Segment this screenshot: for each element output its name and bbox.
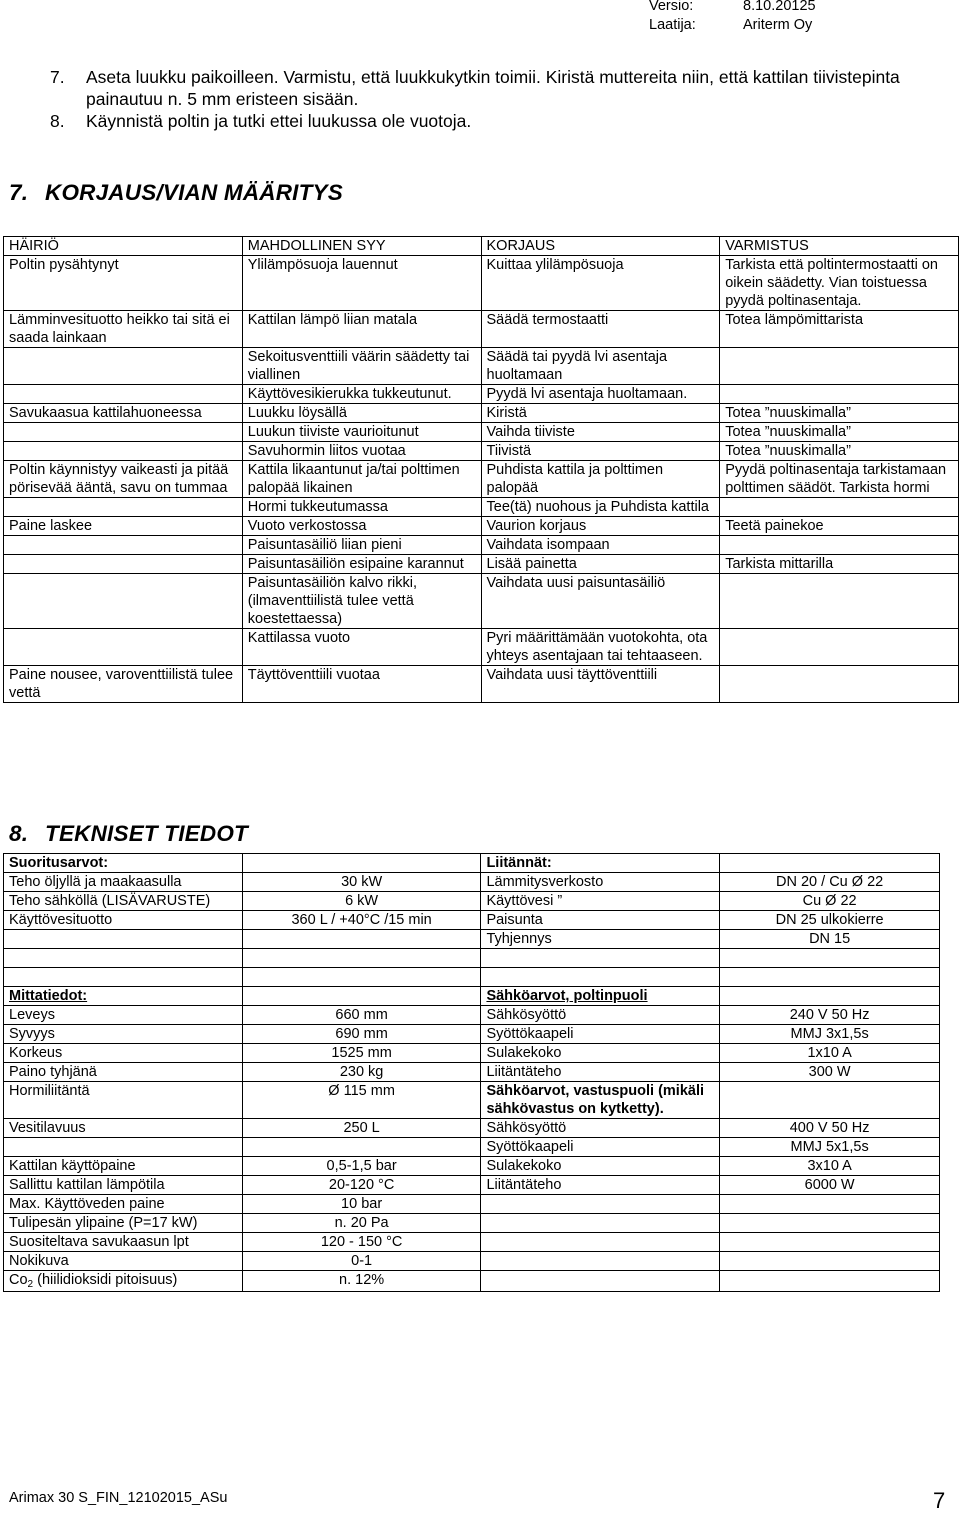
water-volume-value: 250 L xyxy=(242,1119,481,1138)
section-title: TEKNISET TIEDOT xyxy=(45,821,249,846)
table-cell: Vaihdata isompaan xyxy=(481,536,720,555)
table-cell: Kattilan lämpö liian matala xyxy=(242,311,481,348)
electrical-burner-heading: Sähköarvot, poltinpuoli xyxy=(481,987,720,1006)
table-cell xyxy=(242,930,481,949)
table-cell xyxy=(720,968,940,987)
table-cell: Cu Ø 22 xyxy=(720,892,940,911)
table-cell xyxy=(720,666,959,703)
table-cell xyxy=(4,423,243,442)
table-cell xyxy=(720,629,959,666)
table-cell xyxy=(4,536,243,555)
table-cell: Lisää painetta xyxy=(481,555,720,574)
table-cell: MMJ 5x1,5s xyxy=(720,1138,940,1157)
table-cell: Totea ”nuuskimalla” xyxy=(720,404,959,423)
table-row xyxy=(4,1025,940,1044)
table-cell: Paisuntasäiliö liian pieni xyxy=(242,536,481,555)
table-row xyxy=(4,1214,940,1233)
table-row xyxy=(4,873,940,892)
table-row xyxy=(4,968,940,987)
table-cell: Sähkösyöttö xyxy=(481,1006,720,1025)
table-cell xyxy=(720,1214,940,1233)
page-number: 7 xyxy=(933,1488,946,1513)
table-cell xyxy=(481,1214,720,1233)
instruction-steps xyxy=(50,66,930,132)
table-row xyxy=(4,1157,940,1176)
table-cell: Savukaasua kattilahuoneessa xyxy=(4,404,243,423)
table-cell: 3x10 A xyxy=(720,1157,940,1176)
table-cell xyxy=(242,854,481,873)
table-cell: Vaihda tiiviste xyxy=(481,423,720,442)
table-cell: Totea lämpömittarista xyxy=(720,311,959,348)
table-cell: Ylilämpösuoja lauennut xyxy=(242,256,481,311)
table-row xyxy=(4,237,959,256)
table-cell: MAHDOLLINEN SYY xyxy=(242,237,481,256)
table-row xyxy=(4,666,959,703)
table-cell: Lämminvesituotto heikko tai sitä ei saada lainkaan xyxy=(4,311,243,348)
table-cell: Paisunta xyxy=(481,911,720,930)
table-row xyxy=(4,987,940,1006)
flue-label: Hormiliitäntä xyxy=(4,1082,243,1119)
section-heading-troubleshooting xyxy=(9,180,343,206)
connections-heading: Liitännät: xyxy=(481,854,720,873)
table-cell: 6000 W xyxy=(720,1176,940,1195)
table-cell: Max. Käyttöveden paine xyxy=(4,1195,243,1214)
section-number: 8. xyxy=(9,821,29,846)
table-row xyxy=(4,1195,940,1214)
resistor-supply-value: 400 V 50 Hz xyxy=(720,1119,940,1138)
table-cell xyxy=(481,968,720,987)
table-row xyxy=(4,629,959,666)
table-cell: Korkeus xyxy=(4,1044,243,1063)
table-cell xyxy=(720,949,940,968)
table-row xyxy=(4,348,959,385)
table-cell: Tulipesän ylipaine (P=17 kW) xyxy=(4,1214,243,1233)
table-cell: Kuittaa ylilämpösuoja xyxy=(481,256,720,311)
table-cell: Suositeltava savukaasun lpt xyxy=(4,1233,243,1252)
table-cell xyxy=(4,442,243,461)
co2-value: n. 12% xyxy=(242,1271,481,1292)
table-row xyxy=(4,385,959,404)
table-cell: Paine laskee xyxy=(4,517,243,536)
table-cell xyxy=(720,854,940,873)
table-cell xyxy=(242,968,481,987)
step-item xyxy=(50,110,930,132)
table-cell xyxy=(720,1233,940,1252)
table-cell: Sulakekoko xyxy=(481,1044,720,1063)
table-row xyxy=(4,517,959,536)
table-cell: Käyttövesituotto xyxy=(4,911,243,930)
table-cell xyxy=(720,1271,940,1292)
table-row xyxy=(4,1006,940,1025)
table-cell xyxy=(720,1082,940,1119)
table-row xyxy=(4,949,940,968)
table-cell xyxy=(720,348,959,385)
step-item xyxy=(50,66,930,110)
table-cell: Nokikuva xyxy=(4,1252,243,1271)
table-cell: 30 kW xyxy=(242,873,481,892)
electrical-resistor-heading: Sähköarvot, vastuspuoli (mikäli sähkövastus on kytketty). xyxy=(481,1082,720,1119)
resistor-supply-label: Sähkösyöttö xyxy=(481,1119,720,1138)
table-cell: Sekoitusventtiili väärin säädetty tai viallinen xyxy=(242,348,481,385)
table-cell: 0,5-1,5 bar xyxy=(242,1157,481,1176)
table-cell xyxy=(720,385,959,404)
table-cell xyxy=(481,949,720,968)
table-cell: Tee(tä) nuohous ja Puhdista kattila xyxy=(481,498,720,517)
table-cell xyxy=(4,574,243,629)
troubleshooting-table xyxy=(3,236,959,703)
author-value: Ariterm Oy xyxy=(743,17,813,33)
table-cell: Liitäntäteho xyxy=(481,1176,720,1195)
table-cell: Luukun tiiviste vaurioitunut xyxy=(242,423,481,442)
step-number: 8. xyxy=(50,111,65,131)
table-cell: Syöttökaapeli xyxy=(481,1025,720,1044)
table-row xyxy=(4,1082,940,1119)
table-cell: n. 20 Pa xyxy=(242,1214,481,1233)
table-cell xyxy=(720,498,959,517)
table-cell xyxy=(481,1271,720,1292)
co2-subscript: 2 xyxy=(27,1279,34,1290)
table-cell: 660 mm xyxy=(242,1006,481,1025)
table-cell xyxy=(242,1138,481,1157)
table-row xyxy=(4,1176,940,1195)
footer-document-id: Arimax 30 S_FIN_12102015_ASu xyxy=(9,1490,228,1506)
table-cell: Totea ”nuuskimalla” xyxy=(720,442,959,461)
table-cell xyxy=(4,555,243,574)
table-cell: 1x10 A xyxy=(720,1044,940,1063)
table-cell: Luukku löysällä xyxy=(242,404,481,423)
table-cell: 230 kg xyxy=(242,1063,481,1082)
table-cell xyxy=(4,385,243,404)
table-cell xyxy=(4,949,243,968)
table-row xyxy=(4,574,959,629)
table-row xyxy=(4,1119,940,1138)
co2-label xyxy=(4,1271,243,1292)
table-row xyxy=(4,404,959,423)
table-cell: Vaurion korjaus xyxy=(481,517,720,536)
table-cell xyxy=(481,1195,720,1214)
table-cell: Kiristä xyxy=(481,404,720,423)
table-cell: Tarkista mittarilla xyxy=(720,555,959,574)
table-cell: Paino tyhjänä xyxy=(4,1063,243,1082)
table-cell: Savuhormin liitos vuotaa xyxy=(242,442,481,461)
table-cell: Vaihdata uusi paisuntasäiliö xyxy=(481,574,720,629)
table-cell: DN 20 / Cu Ø 22 xyxy=(720,873,940,892)
table-cell: Pyydä poltinasentaja tarkistamaan polttimen säädöt. Tarkista hormi xyxy=(720,461,959,498)
table-row xyxy=(4,930,940,949)
version-value: 8.10.20125 xyxy=(743,0,816,14)
table-cell: Poltin pysähtynyt xyxy=(4,256,243,311)
table-cell: Hormi tukkeutumassa xyxy=(242,498,481,517)
table-cell: 20-120 °C xyxy=(242,1176,481,1195)
table-cell: MMJ 3x1,5s xyxy=(720,1025,940,1044)
table-cell: Tyhjennys xyxy=(481,930,720,949)
table-row xyxy=(4,1252,940,1271)
table-row xyxy=(4,311,959,348)
table-cell: 120 - 150 °C xyxy=(242,1233,481,1252)
table-row xyxy=(4,892,940,911)
table-cell: Poltin käynnistyy vaikeasti ja pitää pörisevää ääntä, savu on tummaa xyxy=(4,461,243,498)
table-cell: DN 15 xyxy=(720,930,940,949)
table-cell: Vuoto verkostossa xyxy=(242,517,481,536)
table-cell xyxy=(720,1195,940,1214)
table-cell xyxy=(4,348,243,385)
table-cell: Syöttökaapeli xyxy=(481,1138,720,1157)
table-cell: Kattilassa vuoto xyxy=(242,629,481,666)
table-cell: Käyttövesikierukka tukkeutunut. xyxy=(242,385,481,404)
table-cell: Totea ”nuuskimalla” xyxy=(720,423,959,442)
flue-value: Ø 115 mm xyxy=(242,1082,481,1119)
table-cell: Lämmitysverkosto xyxy=(481,873,720,892)
table-row xyxy=(4,461,959,498)
table-cell: 0-1 xyxy=(242,1252,481,1271)
table-row xyxy=(4,911,940,930)
table-cell: Täyttöventtiili vuotaa xyxy=(242,666,481,703)
technical-data-table xyxy=(3,853,940,1292)
table-cell xyxy=(4,629,243,666)
table-cell: VARMISTUS xyxy=(720,237,959,256)
table-cell: Käyttövesi ” xyxy=(481,892,720,911)
table-cell: Pyydä lvi asentaja huoltamaan. xyxy=(481,385,720,404)
table-cell: 690 mm xyxy=(242,1025,481,1044)
table-cell: 300 W xyxy=(720,1063,940,1082)
table-row xyxy=(4,1138,940,1157)
version-label: Versio: xyxy=(649,0,694,14)
table-cell: Säädä termostaatti xyxy=(481,311,720,348)
table-row xyxy=(4,1044,940,1063)
table-row xyxy=(4,1063,940,1082)
section-number: 7. xyxy=(9,180,29,205)
table-cell: Teho öljyllä ja maakaasulla xyxy=(4,873,243,892)
table-cell xyxy=(481,1233,720,1252)
author-label: Laatija: xyxy=(649,17,696,33)
table-row xyxy=(4,536,959,555)
table-cell: Teetä painekoe xyxy=(720,517,959,536)
document-header xyxy=(649,0,816,35)
table-cell xyxy=(720,1252,940,1271)
table-cell xyxy=(4,498,243,517)
table-cell: Liitäntäteho xyxy=(481,1063,720,1082)
table-cell: HÄIRIÖ xyxy=(4,237,243,256)
water-volume-label: Vesitilavuus xyxy=(4,1119,243,1138)
co2-prefix: Co xyxy=(9,1272,28,1288)
table-cell: 360 L / +40°C /15 min xyxy=(242,911,481,930)
table-cell: Leveys xyxy=(4,1006,243,1025)
table-cell xyxy=(481,1252,720,1271)
measurements-heading: Mittatiedot: xyxy=(4,987,243,1006)
performance-heading: Suoritusarvot: xyxy=(4,854,243,873)
table-cell: Sulakekoko xyxy=(481,1157,720,1176)
table-cell: Syvyys xyxy=(4,1025,243,1044)
table-row xyxy=(4,854,940,873)
table-cell: 6 kW xyxy=(242,892,481,911)
table-cell: 10 bar xyxy=(242,1195,481,1214)
table-cell: 1525 mm xyxy=(242,1044,481,1063)
table-cell: KORJAUS xyxy=(481,237,720,256)
table-cell: 240 V 50 Hz xyxy=(720,1006,940,1025)
table-row xyxy=(4,423,959,442)
co2-suffix: (hiilidioksidi pitoisuus) xyxy=(33,1272,178,1288)
table-row xyxy=(4,555,959,574)
table-row xyxy=(4,1233,940,1252)
table-cell: Paisuntasäiliön kalvo rikki, (ilmaventtiilistä tulee vettä koestettaessa) xyxy=(242,574,481,629)
table-cell: Vaihdata uusi täyttöventtiili xyxy=(481,666,720,703)
section-title: KORJAUS/VIAN MÄÄRITYS xyxy=(45,180,343,205)
table-cell: Teho sähköllä (LISÄVARUSTE) xyxy=(4,892,243,911)
table-cell: Kattila likaantunut ja/tai polttimen palopää likainen xyxy=(242,461,481,498)
table-cell xyxy=(242,949,481,968)
table-row xyxy=(4,256,959,311)
table-cell: Säädä tai pyydä lvi asentaja huoltamaan xyxy=(481,348,720,385)
step-number: 7. xyxy=(50,67,65,87)
table-cell: Paisuntasäiliön esipaine karannut xyxy=(242,555,481,574)
step-text: Käynnistä poltin ja tutki ettei luukussa ole vuotoja. xyxy=(86,111,472,131)
table-cell: Kattilan käyttöpaine xyxy=(4,1157,243,1176)
table-row xyxy=(4,498,959,517)
table-row xyxy=(4,442,959,461)
table-cell: Paine nousee, varoventtiilistä tulee vettä xyxy=(4,666,243,703)
table-cell: Sallittu kattilan lämpötila xyxy=(4,1176,243,1195)
section-heading-technical-data xyxy=(9,821,248,847)
table-cell: Tarkista että poltintermostaatti on oikein säädetty. Vian toistuessa pyydä poltinasentaja. xyxy=(720,256,959,311)
table-cell xyxy=(720,987,940,1006)
table-cell xyxy=(720,536,959,555)
table-cell xyxy=(242,987,481,1006)
step-text: Aseta luukku paikoilleen. Varmistu, että luukkukytkin toimii. Kiristä muttereita niin, että kattilan tiivistepinta painautuu n. 5 mm eristeen sisään. xyxy=(86,67,900,109)
table-cell xyxy=(4,1138,243,1157)
table-cell xyxy=(4,968,243,987)
table-row xyxy=(4,1271,940,1292)
table-cell xyxy=(4,930,243,949)
table-cell: Pyri määrittämään vuotokohta, ota yhteys asentajaan tai tehtaaseen. xyxy=(481,629,720,666)
table-cell: Puhdista kattila ja polttimen palopää xyxy=(481,461,720,498)
table-cell: DN 25 ulkokierre xyxy=(720,911,940,930)
table-cell: Tiivistä xyxy=(481,442,720,461)
table-cell xyxy=(720,574,959,629)
